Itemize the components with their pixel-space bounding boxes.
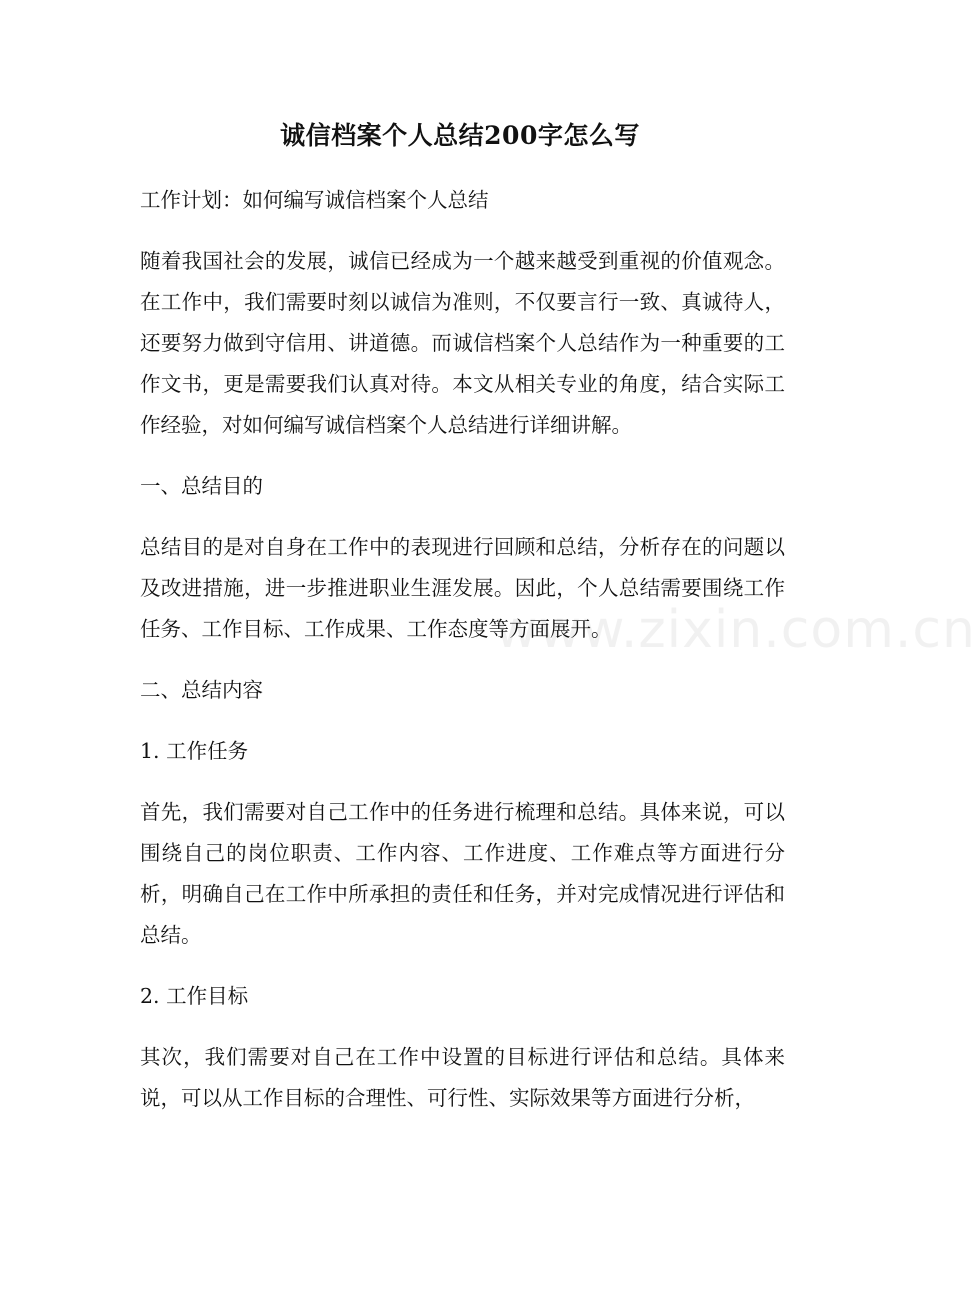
section-purpose-paragraph: 总结目的是对自身在工作中的表现进行回顾和总结，分析存在的问题以及改进措施，进一步推进职业生涯发展。因此，个人总结需要围绕工作任务、工作目标、工作成果、工作态度等方面展开。 — [140, 535, 785, 641]
item-goals-paragraph: 其次，我们需要对自己在工作中设置的目标进行评估和总结。具体来说，可以从工作目标的合理性、可行性、实际效果等方面进行分析， — [140, 1045, 785, 1110]
section-heading-purpose: 一、总结目的 — [140, 474, 263, 498]
watermark: www.zixin.com.cn — [495, 600, 976, 660]
item-heading-goals: 2. 工作目标 — [140, 984, 249, 1008]
section-heading-content: 二、总结内容 — [140, 678, 263, 702]
document-body — [140, 180, 785, 1119]
item-tasks-paragraph: 首先，我们需要对自己工作中的任务进行梳理和总结。具体来说，可以围绕自己的岗位职责、工作内容、工作进度、工作难点等方面进行分析，明确自己在工作中所承担的责任和任务，并对完成情况进行评估和总结。 — [140, 800, 785, 947]
document-subtitle: 工作计划：如何编写诚信档案个人总结 — [140, 188, 489, 212]
item-heading-tasks: 1. 工作任务 — [140, 739, 249, 763]
document-title: 诚信档案个人总结200字怎么写 — [280, 121, 640, 150]
intro-paragraph: 随着我国社会的发展，诚信已经成为一个越来越受到重视的价值观念。在工作中，我们需要时刻以诚信为准则，不仅要言行一致、真诚待人，还要努力做到守信用、讲道德。而诚信档案个人总结作为一种重要的工作文书，更是需要我们认真对待。本文从相关专业的角度，结合实际工作经验，对如何编写诚信档案个人总结进行详细讲解。 — [140, 249, 785, 437]
